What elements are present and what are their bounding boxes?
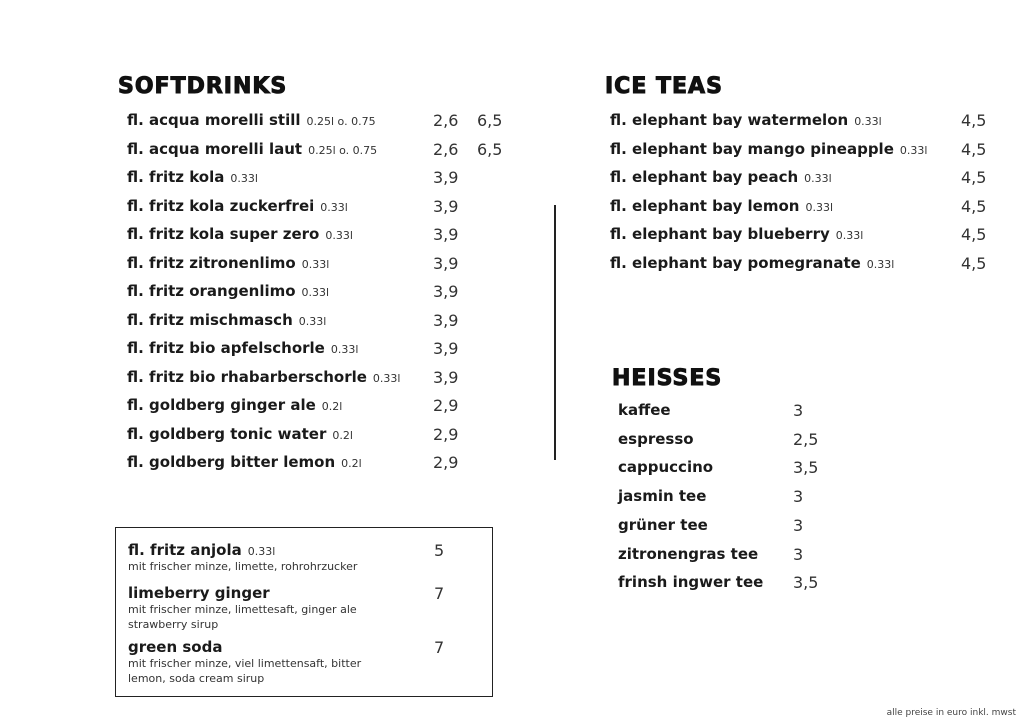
- item-size: 0.2l: [321, 400, 343, 413]
- item-size: 0.33l: [320, 200, 348, 214]
- softdrink-item: [127, 254, 507, 278]
- item-price: 3,5: [793, 573, 819, 593]
- item-size: 0.33l: [804, 172, 832, 185]
- item-name: cappuccino: [618, 458, 714, 477]
- softdrink-item: [127, 339, 507, 363]
- item-size: 0.33l: [301, 257, 330, 271]
- item-name: fl. elephant bay pomegranate: [610, 253, 861, 272]
- item-size: 0.33l: [301, 286, 330, 299]
- item-price: 4,5: [961, 225, 987, 244]
- hot-drink-item: [618, 458, 838, 482]
- softdrink-item: [127, 368, 507, 392]
- cocktail-name: limeberry ginger: [128, 584, 270, 602]
- item-name: fl. elephant bay watermelon: [610, 111, 849, 129]
- item-name: fl. fritz kola super zero: [127, 225, 320, 243]
- item-name: fl. elephant bay mango pineapple: [610, 139, 894, 158]
- softdrink-item: [127, 311, 507, 335]
- item-price: 3,9: [433, 168, 459, 187]
- icetea-item: [610, 140, 990, 164]
- item-price: 3,9: [433, 225, 459, 244]
- item-name: fl. elephant bay blueberry: [610, 225, 830, 243]
- item-price: 3,5: [793, 458, 819, 478]
- cocktail-title-line: [128, 541, 388, 559]
- item-name: fl. fritz bio rhabarberschorle: [127, 367, 367, 386]
- tax-footnote: alle preise in euro inkl. mwst: [886, 708, 1016, 718]
- column-divider: [554, 205, 556, 460]
- icetea-item: [610, 254, 990, 278]
- item-price: 3,9: [433, 253, 459, 273]
- item-price: 2,9: [433, 396, 459, 415]
- item-price: 2,6: [433, 139, 459, 159]
- item-size: 0.25l o. 0.75: [306, 115, 376, 128]
- item-name: fl. acqua morelli still: [127, 111, 301, 129]
- cocktail-description: mit frischer minze, viel limettensaft, bitter lemon, soda cream sirup: [128, 657, 362, 685]
- item-size: 0.2l: [332, 428, 353, 442]
- item-name: espresso: [618, 429, 694, 448]
- softdrink-item: [127, 453, 507, 477]
- softdrink-item: [127, 168, 507, 192]
- icetea-item: [610, 111, 990, 135]
- softdrink-item: [127, 396, 507, 420]
- icetea-item: [610, 197, 990, 221]
- item-price: 3,9: [433, 310, 459, 330]
- item-size: 0.33l: [854, 115, 882, 128]
- softdrink-item: [127, 197, 507, 221]
- cocktail-description: mit frischer minze, limette, rohrohrzucker: [128, 560, 358, 573]
- item-size: 0.33l: [325, 229, 353, 242]
- cocktail-title-line: [128, 638, 388, 656]
- item-name: fl. fritz kola zuckerfrei: [127, 196, 315, 215]
- item-name: fl. goldberg bitter lemon: [127, 453, 336, 471]
- item-name: fl. fritz mischmasch: [127, 310, 293, 329]
- item-name: kaffee: [618, 401, 671, 419]
- item-name: jasmin tee: [618, 487, 707, 506]
- item-price: 2,6: [433, 111, 459, 130]
- cocktail-title-line: [128, 584, 388, 602]
- item-price: 2,9: [433, 424, 459, 444]
- heisses-heading: HEISSES: [612, 366, 723, 391]
- iceteas-heading: ICE TEAS: [605, 74, 723, 99]
- cocktail-size: 0.33l: [247, 545, 276, 558]
- item-price-large: 6,5: [477, 111, 503, 130]
- item-size: 0.33l: [866, 257, 895, 271]
- item-price: 3,9: [433, 196, 459, 216]
- cocktail-name: green soda: [128, 638, 223, 656]
- cocktail-name: fl. fritz anjola: [128, 541, 242, 559]
- item-price: 3: [793, 487, 804, 507]
- item-name: fl. acqua morelli laut: [127, 139, 303, 158]
- cocktail-description: mit frischer minze, limettesaft, ginger ale strawberry sirup: [128, 603, 357, 631]
- softdrink-item: [127, 111, 507, 135]
- item-size: 0.2l: [341, 457, 362, 470]
- item-price: 4,5: [961, 196, 987, 216]
- hot-drink-item: [618, 545, 838, 569]
- cocktail-item: [128, 638, 445, 686]
- item-name: fl. fritz bio apfelschorle: [127, 339, 325, 357]
- item-size: 0.33l: [805, 200, 834, 214]
- cocktail-price: 7: [434, 638, 445, 657]
- item-name: grüner tee: [618, 515, 708, 534]
- item-price: 3,9: [433, 367, 459, 387]
- item-name: fl. goldberg ginger ale: [127, 396, 316, 414]
- item-price: 2,5: [793, 429, 819, 449]
- item-name: fl. elephant bay lemon: [610, 196, 800, 215]
- hot-drink-item: [618, 401, 838, 425]
- cocktail-item: [128, 541, 445, 574]
- item-price: 2,9: [433, 453, 459, 472]
- softdrinks-heading: SOFTDRINKS: [118, 74, 288, 99]
- hot-drink-item: [618, 516, 838, 540]
- item-price: 4,5: [961, 253, 987, 273]
- item-price: 3: [793, 401, 804, 420]
- item-price: 4,5: [961, 168, 987, 187]
- item-name: zitronengras tee: [618, 544, 759, 563]
- item-name: fl. fritz orangenlimo: [127, 282, 296, 300]
- item-price-large: 6,5: [477, 139, 503, 159]
- item-size: 0.33l: [330, 343, 359, 356]
- item-name: fl. fritz zitronenlimo: [127, 253, 296, 272]
- item-price: 3,9: [433, 339, 459, 358]
- hot-drink-item: [618, 430, 838, 454]
- softdrink-item: [127, 282, 507, 306]
- item-size: 0.33l: [372, 371, 401, 385]
- cocktail-price: 7: [434, 584, 445, 603]
- item-price: 3,9: [433, 282, 459, 301]
- item-name: fl. fritz kola: [127, 168, 225, 186]
- icetea-item: [610, 168, 990, 192]
- item-price: 4,5: [961, 111, 987, 130]
- cocktail-item: [128, 584, 445, 632]
- softdrink-item: [127, 425, 507, 449]
- cocktail-price: 5: [434, 541, 445, 560]
- item-size: 0.33l: [899, 143, 928, 157]
- softdrink-item: [127, 140, 507, 164]
- hot-drink-item: [618, 573, 838, 597]
- cocktail-box: [115, 527, 493, 697]
- item-size: 0.33l: [298, 314, 327, 328]
- softdrink-item: [127, 225, 507, 249]
- item-price: 3: [793, 515, 804, 535]
- item-name: frinsh ingwer tee: [618, 573, 764, 592]
- item-size: 0.33l: [835, 229, 864, 242]
- item-name: fl. goldberg tonic water: [127, 424, 327, 443]
- icetea-item: [610, 225, 990, 249]
- item-size: 0.25l o. 0.75: [308, 143, 378, 157]
- item-size: 0.33l: [230, 172, 258, 185]
- item-price: 4,5: [961, 139, 987, 159]
- item-price: 3: [793, 544, 804, 564]
- item-name: fl. elephant bay peach: [610, 168, 799, 186]
- hot-drink-item: [618, 487, 838, 511]
